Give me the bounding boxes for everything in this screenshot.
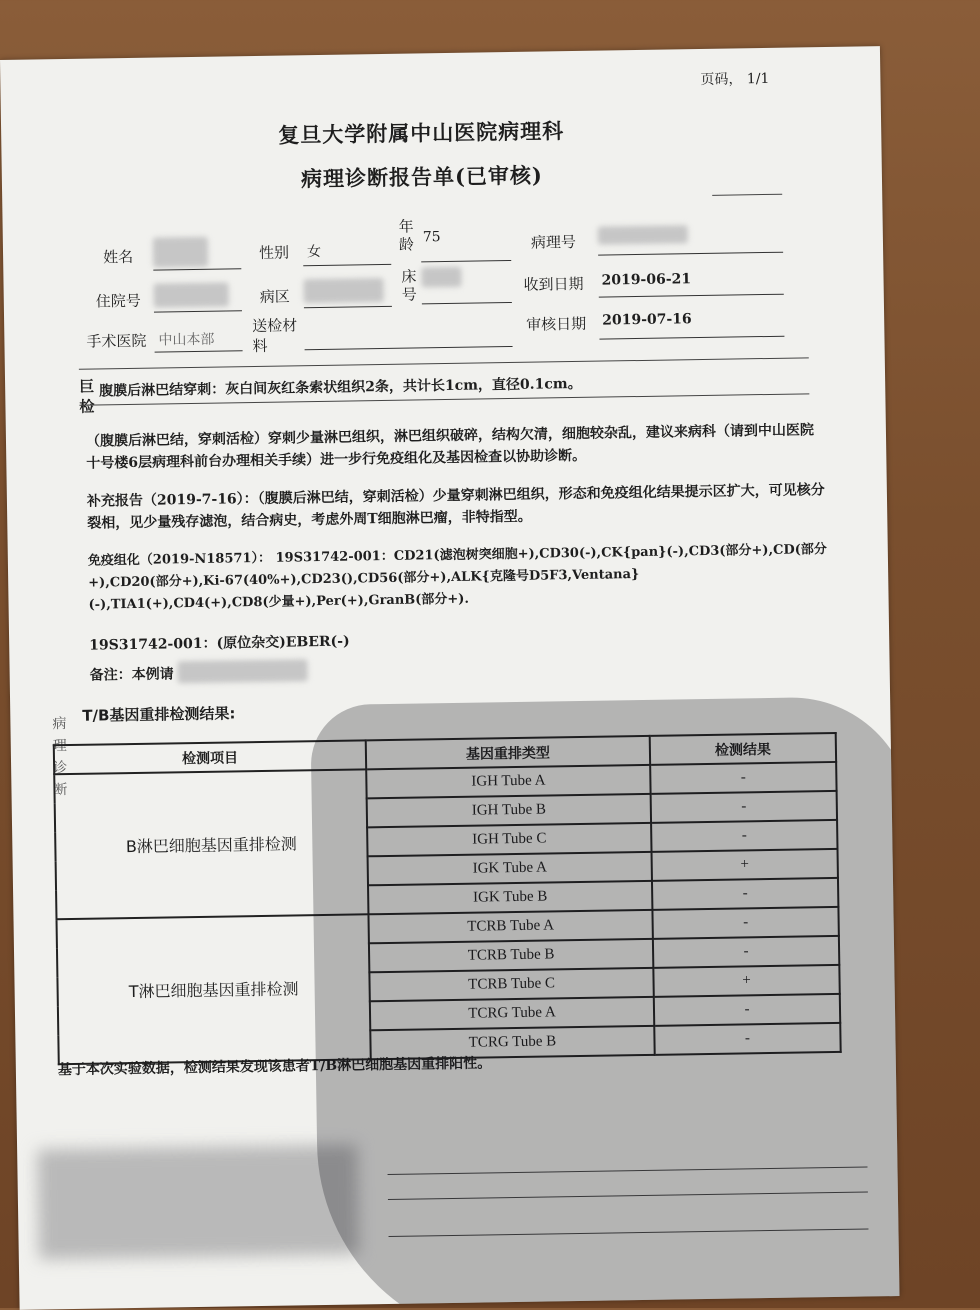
gene-type-cell: IGH Tube A [366, 765, 650, 798]
page-label: 页码 [700, 71, 729, 89]
received-date-value: 2019-06-21 [601, 271, 692, 289]
header-result: 检测结果 [650, 733, 836, 765]
received-date-label: 收到日期 [523, 274, 584, 294]
signature-line-2 [388, 1192, 868, 1201]
result-cell: - [651, 791, 837, 823]
gene-type-cell: IGH Tube B [367, 794, 651, 827]
title-rule [712, 194, 782, 196]
pathology-no-underline [598, 232, 783, 256]
result-cell: - [652, 907, 838, 939]
diagnosis-paragraph-1: （腹膜后淋巴结，穿刺活检）穿刺少量淋巴组织，淋巴组织破碎，结构欠清，细胞较杂乱，建议来病科（请到中山医院十号楼6层病理科前台办理相关手续）进一步行免疫组化及基因检查以协助诊断。 [85, 422, 815, 472]
result-cell: + [653, 965, 839, 997]
received-date-underline [598, 274, 783, 298]
name-label: 姓名 [102, 247, 134, 267]
pathology-no-label: 病理号 [530, 232, 577, 252]
ward-label: 病区 [259, 287, 290, 306]
age-value: 75 [422, 229, 441, 246]
gross-text: 腹膜后淋巴结穿刺：灰白间灰红条索状组织2条，共计长1cm，直径0.1cm。 [99, 375, 582, 400]
review-date-label: 审核日期 [526, 314, 587, 334]
hospital-title: 复旦大学附属中山医院病理科 [278, 118, 565, 148]
inpatient-no-label: 住院号 [95, 291, 141, 311]
gender-label: 性别 [258, 243, 290, 262]
result-cell: - [653, 936, 839, 968]
ebr-paragraph: 19S31742-001：(原位杂交)EBER(-) [89, 633, 350, 654]
immunohistochemistry-paragraph: 免疫组化（2019-N18571）： 19S31742-001：CD21(滤泡树突细胞+),CD30(-),CK{pan}(-),CD3(部分+),CD(部分+),CD20(部分+),Ki-67(40%+),CD23(),CD56(部分+),ALK{克隆号D5F3,Ventana}(-),TIA1(+),CD4(+),CD8(少量+),Per(+),GranB(部分+). [87, 542, 827, 613]
result-cell: - [652, 878, 838, 910]
age-label: 年龄 [398, 217, 415, 254]
gene-conclusion: 基于本次实验数据，检测结果发现该患者T/B淋巴细胞基因重排阳性。 [57, 1055, 492, 1079]
gender-underline [303, 244, 391, 266]
surgery-hospital-underline [154, 330, 242, 352]
gene-type-cell: TCRG Tube A [370, 997, 654, 1030]
gene-rearrangement-table [53, 732, 842, 1065]
note-text: 备注：本例请 [89, 666, 174, 684]
report-title: 病理诊断报告单(已审核) [300, 162, 544, 192]
specimen-label: 送检材料 [252, 316, 298, 356]
ward-underline [304, 286, 392, 308]
gender-value: 女 [306, 243, 322, 261]
gene-type-cell: TCRB Tube B [369, 939, 653, 972]
page-number: 页码， 1/1 [700, 70, 770, 89]
result-cell: - [654, 1023, 840, 1055]
gene-type-cell: IGH Tube C [367, 823, 651, 856]
group-b-cell: B淋巴细胞基因重排检测 [54, 769, 368, 919]
page-value: 1/1 [746, 70, 770, 88]
gene-type-cell: TCRB Tube A [368, 910, 652, 943]
signature-line-1 [388, 1167, 868, 1176]
review-date-value: 2019-07-16 [602, 311, 692, 329]
review-date-underline [599, 316, 784, 340]
gene-type-cell: TCRG Tube B [370, 1026, 654, 1059]
signature-redacted [37, 1145, 359, 1260]
surgery-hospital-value: 中山本部 [158, 331, 215, 349]
inpatient-no-underline [154, 290, 242, 312]
name-underline [153, 248, 241, 270]
side-diagnosis-label: 病理诊断 [52, 716, 68, 799]
group-t-cell: T淋巴细胞基因重排检测 [57, 914, 371, 1064]
header-test-item: 检测项目 [54, 740, 366, 774]
header-rearrangement-type: 基因重排类型 [366, 736, 650, 769]
gross-label: 巨检 [79, 377, 95, 416]
note-redacted [177, 659, 307, 683]
result-cell: - [650, 762, 836, 794]
gene-type-cell: IGK Tube B [368, 881, 652, 914]
result-cell: - [651, 820, 837, 852]
age-underline [421, 240, 511, 262]
specimen-underline [304, 326, 512, 350]
bed-label: 床号 [401, 267, 417, 304]
gene-type-cell: TCRB Tube C [369, 968, 653, 1001]
gene-type-cell: IGK Tube A [368, 852, 652, 885]
result-cell: - [654, 994, 840, 1026]
info-divider [79, 357, 809, 369]
report-paper [0, 46, 900, 1310]
bed-underline [422, 282, 512, 304]
surgery-hospital-label: 手术医院 [86, 331, 147, 351]
signature-line-3 [389, 1229, 869, 1238]
diagnosis-paragraph-2: 补充报告（2019-7-16）：（腹膜后淋巴结，穿刺活检）少量穿刺淋巴组织，形态和免疫组化结果提示区扩大，可见核分裂相，见少量残存滤泡，结合病史，考虑外周T细胞淋巴瘤，非特指型。 [86, 482, 825, 532]
result-cell: + [652, 849, 838, 881]
gene-section-title: T/B基因重排检测结果: [82, 704, 236, 725]
